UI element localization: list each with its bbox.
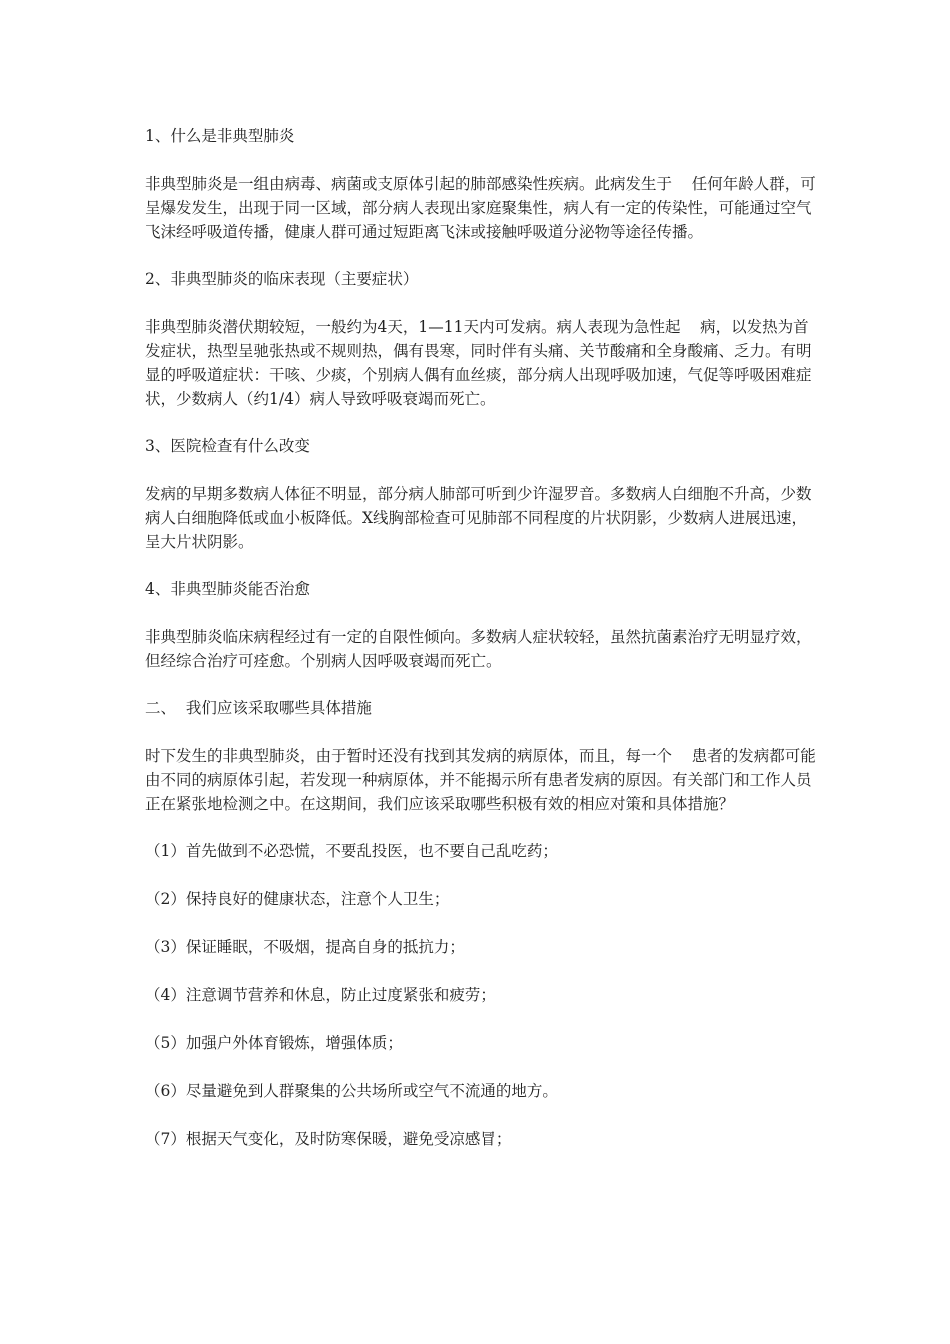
heading-curability: 4、非典型肺炎能否治愈 (145, 580, 310, 598)
heading-hospital-examination: 3、医院检查有什么改变 (145, 437, 310, 455)
heading-clinical-symptoms: 2、非典型肺炎的临床表现（主要症状） (145, 270, 419, 288)
measure-item-1: （1）首先做到不必恐慌，不要乱投医，也不要自己乱吃药； (145, 842, 558, 860)
paragraph-definition: 非典型肺炎是一组由病毒、病菌或支原体引起的肺部感染性疾病。此病发生于 任何年龄人群，可呈爆发发生，出现于同一区域，部分病人表现出家庭聚集性，病人有一定的传染性，可能通过空气飞沫经呼吸道传播，健康人群可通过短距离飞沫或接触呼吸道分泌物等途径传播。 (145, 175, 816, 241)
measure-item-5: （5）加强户外体育锻炼，增强体质； (145, 1034, 403, 1052)
heading-measures: 二、 我们应该采取哪些具体措施 (145, 699, 372, 717)
measure-item-7: （7）根据天气变化，及时防寒保暖，避免受凉感冒； (145, 1130, 512, 1148)
paragraph-measures-intro: 时下发生的非典型肺炎，由于暂时还没有找到其发病的病原体，而且，每一个 患者的发病都可能由不同的病原体引起，若发现一种病原体，并不能揭示所有患者发病的原因。有关部门和工作人员正在紧张地检测之中。在这期间，我们应该采取哪些积极有效的相应对策和具体措施？ (145, 747, 816, 813)
heading-what-is-atypical-pneumonia: 1、什么是非典型肺炎 (145, 127, 295, 145)
paragraph-examination: 发病的早期多数病人体征不明显，部分病人肺部可听到少许湿罗音。多数病人白细胞不升高，少数病人白细胞降低或血小板降低。X线胸部检查可见肺部不同程度的片状阴影，少数病人进展迅速，呈大片状阴影。 (145, 485, 812, 551)
measure-item-6: （6）尽量避免到人群聚集的公共场所或空气不流通的地方。 (145, 1082, 558, 1100)
document-page (145, 124, 817, 1175)
measure-item-4: （4）注意调节营养和休息，防止过度紧张和疲劳； (145, 986, 496, 1004)
paragraph-symptoms: 非典型肺炎潜伏期较短，一般约为4天，1—11天内可发病。病人表现为急性起 病，以发热为首发症状，热型呈驰张热或不规则热，偶有畏寒，同时伴有头痛、关节酸痛和全身酸痛、乏力。有明显的呼吸道症状：干咳、少痰，个别病人偶有血丝痰，部分病人出现呼吸加速，气促等呼吸困难症状，少数病人（约1/4）病人导致呼吸衰竭而死亡。 (145, 318, 812, 408)
measure-item-3: （3）保证睡眠，不吸烟，提高自身的抵抗力； (145, 938, 465, 956)
paragraph-curability: 非典型肺炎临床病程经过有一定的自限性倾向。多数病人症状较轻，虽然抗菌素治疗无明显疗效，但经综合治疗可痊愈。个别病人因呼吸衰竭而死亡。 (145, 628, 812, 670)
measure-item-2: （2）保持良好的健康状态，注意个人卫生； (145, 890, 450, 908)
